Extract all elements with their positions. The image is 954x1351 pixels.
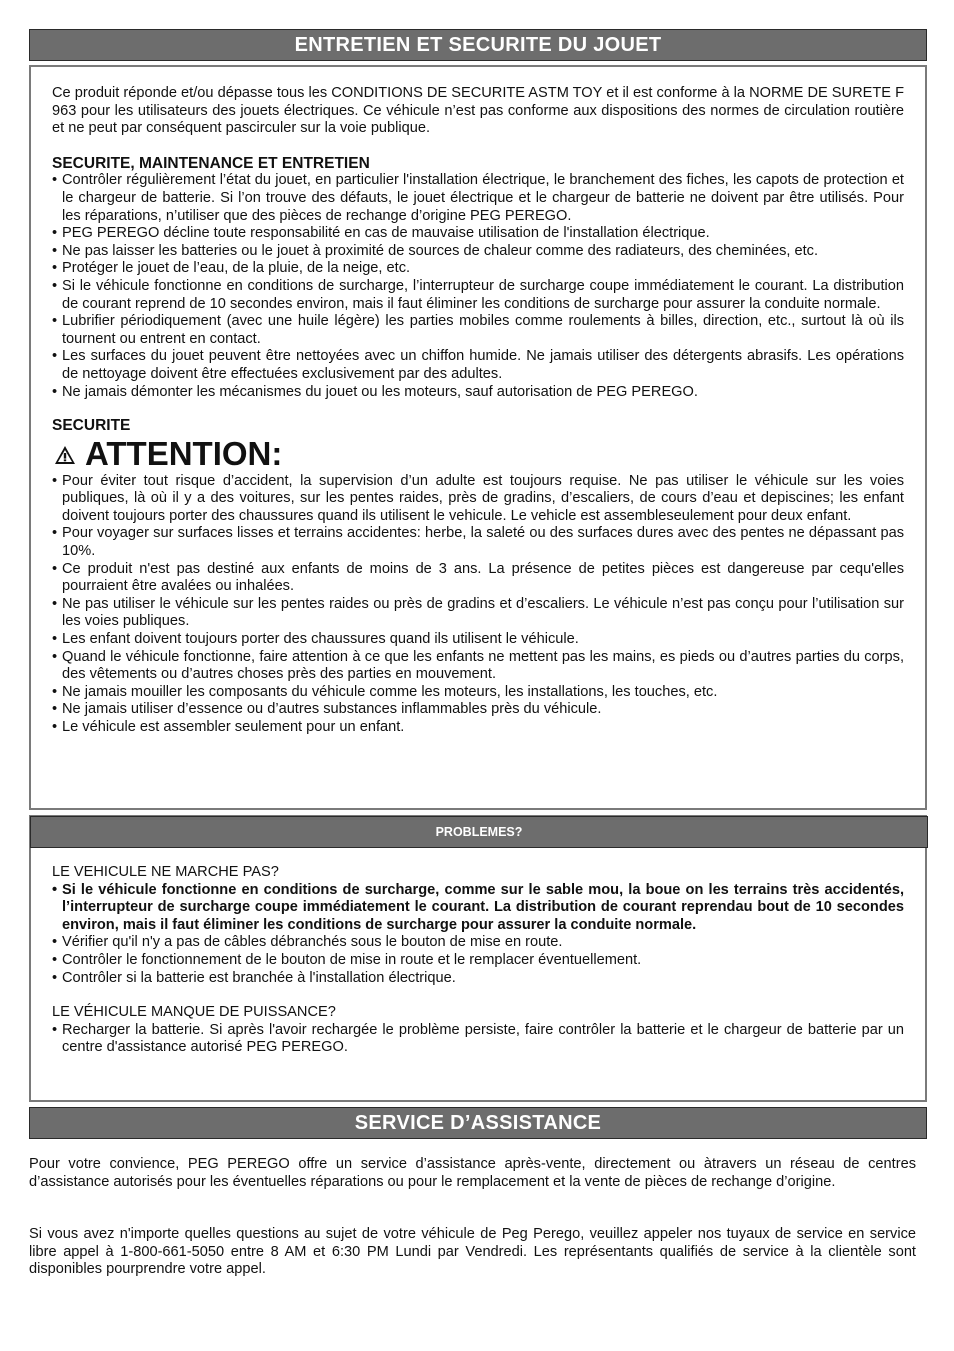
- maintenance-list: [52, 172, 904, 401]
- list-item: • Ne pas laisser les batteries ou le jouet à proximité de sources de chaleur comme des radiateurs, des cheminées, etc.: [52, 243, 904, 261]
- list-item: • Contrôler si la batterie est branchée à l'installation électrique.: [52, 970, 904, 988]
- list-item: • Le véhicule est assembler seulement pour un enfant.: [52, 719, 904, 737]
- list-item: • Ne jamais utiliser d’essence ou d’autres substances inflammables près du véhicule.: [52, 701, 904, 719]
- list-item: • Ne pas utiliser le véhicule sur les pentes raides ou près de gradins et d’escaliers. Le véhicule n’est pas conçu pour l’utilisation sur les voies publiques.: [52, 596, 904, 631]
- list-item: • Les surfaces du jouet peuvent être nettoyées avec un chiffon humide. Ne jamais utiliser des détergents abrasifs. Les opérations de nettoyage doivent être effectuées exclusivement par des adultes.: [52, 348, 904, 383]
- list-item: • Si le véhicule fonctionne en conditions de surcharge, l’interrupteur de surcharge coupe immédiatement le courant. La distribution de courant reprend de 10 secondes environ, mais il faut éliminer les conditions de surcharge pour assurer la conduite normale.: [52, 278, 904, 313]
- section-title-service: SERVICE D’ASSISTANCE: [29, 1107, 927, 1139]
- problemes-content: [52, 864, 904, 1057]
- entretien-box: [29, 65, 927, 810]
- warning-triangle-icon: [52, 436, 85, 472]
- maintenance-heading: SECURITE, MAINTENANCE ET ENTRETIEN: [52, 154, 370, 172]
- list-item: • Lubrifier périodiquement (avec une huile légère) les parties mobiles comme roulements à billes, direction, etc., surtout là où ils tournent ou entrent en contact.: [52, 313, 904, 348]
- service-paragraph-2: Si vous avez n'importe quelles questions au sujet de votre véhicule de Peg Perego, veuillez appeler nos tuyaux de service en service libre appel à 1-800-661-5050 entre 8 AM et 6:30 PM Lundi par Vendredi. Les représentants qualifiés de service à la clientèle sont disponibles pourprendre votre appel.: [29, 1226, 916, 1278]
- problem1-list: [52, 882, 904, 988]
- problem2-list: [52, 1022, 904, 1057]
- security-heading: SECURITE: [52, 417, 131, 435]
- list-item: • Contrôler le fonctionnement de le bouton de mise in route et le remplacer éventuellement.: [52, 952, 904, 970]
- intro-paragraph: Ce produit réponde et/ou dépasse tous les CONDITIONS DE SECURITE ASTM TOY et il est conforme à la NORME DE SURETE F 963 pour les utilisateurs des jouets électriques. Ce véhicule n’est pas conforme aux dispositions des normes de circulation routière et ne peut par conséquent pascirculer sur la voie publique.: [52, 85, 904, 137]
- problem2-heading: LE VÉHICULE MANQUE DE PUISSANCE?: [52, 1004, 336, 1021]
- list-item: • Si le véhicule fonctionne en conditions de surcharge, comme sur le sable mou, la boue on les terrains très accidentés, l’interrupteur de surcharge coupe immédiatement le courant. La distribution de courant reprendau bout de 10 secondes environ, mais il faut éliminer les conditions de surcharge pour assurer la conduite normale.: [52, 882, 904, 935]
- list-item: • Ne jamais démonter les mécanismes du jouet ou les moteurs, sauf autorisation de PEG PEREGO.: [52, 384, 904, 402]
- list-item: • Contrôler régulièrement l’état du jouet, en particulier l'installation électrique, le branchement des fiches, les capots de protection et le chargeur de batterie. Si l’on trouve des défauts, le jouet électrique et le chargeur de batterie ne doivent par être utilisés. Pour les réparations, n’utiliser que des pièces de rechange d’origine PEG PEREGO.: [52, 172, 904, 225]
- list-item: • PEG PEREGO décline toute responsabilité en cas de mauvaise utilisation de l'installation électrique.: [52, 225, 904, 243]
- section-title-problemes: PROBLEMES?: [30, 816, 928, 848]
- attention-label: ATTENTION:: [85, 434, 283, 472]
- list-item: • Pour voyager sur surfaces lisses et terrains accidentes: herbe, la saleté ou des surfaces dures avec des pentes ne dépassant pas 10%.: [52, 525, 904, 560]
- list-item: • Ne jamais mouiller les composants du véhicule comme les moteurs, les installations, les touches, etc.: [52, 684, 904, 702]
- service-paragraph-1: Pour votre convience, PEG PEREGO offre un service d’assistance après-vente, directement ou àtravers un réseau de centres d’assistance autorisés pour les éventuelles réparations ou pour le remplacement et la vente de pièces de rechange d’origine.: [29, 1156, 916, 1190]
- list-item: • Les enfant doivent toujours porter des chaussures quand ils utilisent le véhicule.: [52, 631, 904, 649]
- list-item: • Quand le véhicule fonctionne, faire attention à ce que les enfants ne mettent pas les mains, es pieds ou d’autres parties du corps, des vêtements ou d’autres choses près des parties en mouvement.: [52, 649, 904, 684]
- list-item: • Vérifier qu'il n'y a pas de câbles débranchés sous le bouton de mise en route.: [52, 934, 904, 952]
- list-item: • Pour éviter tout risque d’accident, la supervision d’un adulte est toujours requise. Ne pas utiliser le véhicule sur les voies publiques, là où il y a des voitures, sur les pentes raides, près de gradins, d’escaliers, de cours d’eau et depiscines; les enfant doivent toujours porter des chaussures quand ils utilisent le vehicule. Le vehicle est assembleseulement pour deux enfant.: [52, 473, 904, 526]
- attention-heading: [52, 436, 904, 472]
- entretien-content: [52, 85, 904, 737]
- list-item: • Protéger le jouet de l’eau, de la pluie, de la neige, etc.: [52, 260, 904, 278]
- problem1-heading: LE VEHICULE NE MARCHE PAS?: [52, 864, 279, 880]
- list-item: • Recharger la batterie. Si après l'avoir rechargée le problème persiste, faire contrôler la batterie et le chargeur de batterie par un centre d'assistance autorisé PEG PEREGO.: [52, 1022, 904, 1057]
- attention-list: [52, 473, 904, 737]
- section-title-entretien: ENTRETIEN ET SECURITE DU JOUET: [29, 29, 927, 61]
- list-item: • Ce produit n'est pas destiné aux enfants de moins de 3 ans. La présence de petites pièces est dangereuse par cequ'elles pourraient être avalées ou inhalées.: [52, 561, 904, 596]
- problemes-box: [29, 815, 927, 1102]
